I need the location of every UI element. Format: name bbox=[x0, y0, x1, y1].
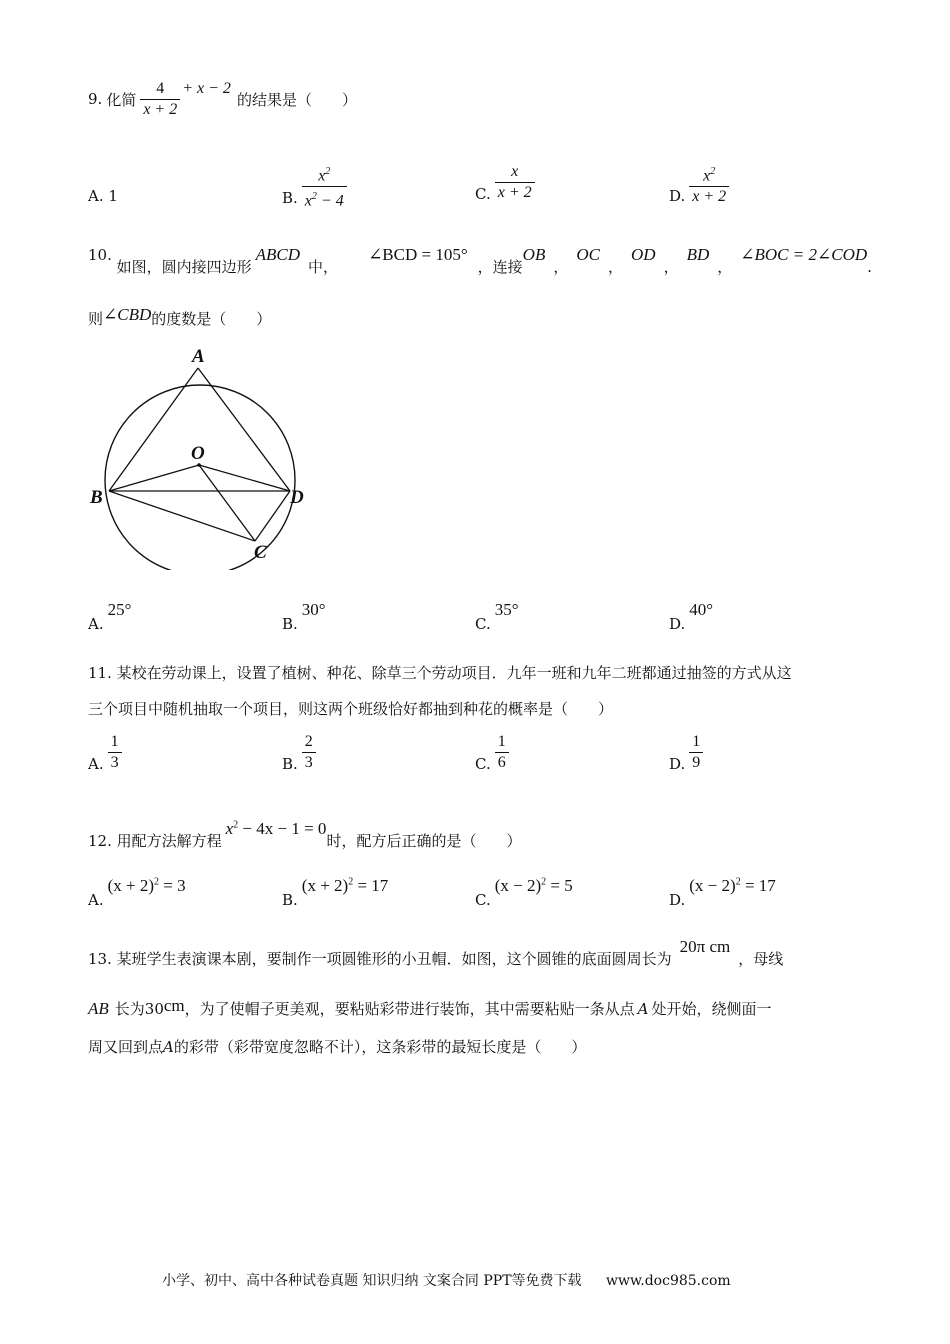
q12-option-c[interactable]: $C.(x - 2)^2 = 5$ bbox=[475, 876, 573, 909]
q11-option-a[interactable]: A. $\frac{1}{3}$ bbox=[88, 732, 122, 773]
q9-option-c[interactable]: C. $\frac{x}{x + 2}$ bbox=[475, 162, 535, 203]
q12-option-b[interactable]: $B.(x + 2)^2 = 17$ bbox=[282, 876, 389, 909]
q10-option-c[interactable]: C.35° bbox=[475, 600, 519, 633]
q10-stem-line2: 则∠CBD的度数是（ ） bbox=[88, 305, 272, 328]
figure-label-d: D bbox=[290, 487, 304, 508]
q13-stem-line1: 13. 某班学生表演课本剧，要制作一项圆锥形的小丑帽．如图，这个圆锥的底面圆周长为20π cm，母线 bbox=[88, 937, 784, 968]
q13-stem-line2: AB 长为30cm，为了使帽子更美观，要粘贴彩带进行装饰，其中需要粘贴一条从点 A 处开始，绕侧面一 bbox=[88, 996, 772, 1018]
footer-text: 小学、初中、高中各种试卷真题 知识归纳 文案合同 PPT等免费下载 bbox=[162, 1273, 582, 1289]
figure-label-b: B bbox=[90, 487, 103, 508]
q9-expr-rest: + x − 2 bbox=[182, 80, 231, 97]
q11-stem-line2: 三个项目中随机抽取一个项目，则这两个班级恰好都抽到种花的概率是（ ） bbox=[88, 700, 614, 718]
q9-option-b[interactable]: B. $\frac{x^2}{x^2 - 4}$ bbox=[282, 162, 347, 212]
q11-option-b[interactable]: B. $\frac{2}{3}$ bbox=[282, 732, 316, 773]
page-footer bbox=[162, 1270, 731, 1290]
q9-suffix: 的结果是（ ） bbox=[236, 90, 357, 109]
q10-stem-line1: 10. 如图，圆内接四边形ABCD中，∠BCD = 105°，连接OB，OC，OD，BD，∠BOC = 2∠COD. bbox=[88, 245, 872, 276]
q10-option-a[interactable]: A.25° bbox=[88, 600, 132, 633]
figure-label-a: A bbox=[192, 346, 205, 367]
figure-label-o: O bbox=[191, 443, 205, 464]
q9-prefix: 化简 bbox=[106, 90, 137, 109]
figure-label-c: C bbox=[254, 542, 267, 563]
q9-option-a[interactable]: A. 1 bbox=[88, 187, 118, 205]
q12-option-a[interactable]: $A.(x + 2)^2 = 3$ bbox=[88, 876, 186, 909]
q10-option-d[interactable]: D.40° bbox=[669, 600, 714, 633]
q11-option-d[interactable]: D. $\frac{1}{9}$ bbox=[669, 732, 703, 773]
q9-stem bbox=[88, 78, 357, 120]
q12-option-d[interactable]: $D.(x - 2)^2 = 17$ bbox=[669, 876, 776, 909]
q10-figure bbox=[80, 340, 320, 570]
q12-stem: 12. 用配方法解方程$x^2 - 4x - 1 = 0$时，配方后正确的是（ ） bbox=[88, 819, 522, 850]
q10-option-b[interactable]: B.30° bbox=[282, 600, 326, 633]
q9-fraction: $\frac{4}{x + 2}$ bbox=[140, 79, 180, 120]
footer-link[interactable]: www.doc985.com bbox=[605, 1273, 731, 1289]
q13-stem-line3: 周又回到点A的彩带（彩带宽度忽略不计），这条彩带的最短长度是（ ） bbox=[88, 1038, 587, 1056]
q9-option-d[interactable]: D. $\frac{x^2}{x + 2}$ bbox=[669, 162, 729, 207]
q11-option-c[interactable]: C. $\frac{1}{6}$ bbox=[475, 732, 509, 773]
q9-number: 9. bbox=[88, 90, 103, 108]
q11-stem-line1: 11. 某校在劳动课上，设置了植树、种花、除草三个劳动项目．九年一班和九年二班都通过抽签的方式从这 bbox=[88, 664, 792, 682]
